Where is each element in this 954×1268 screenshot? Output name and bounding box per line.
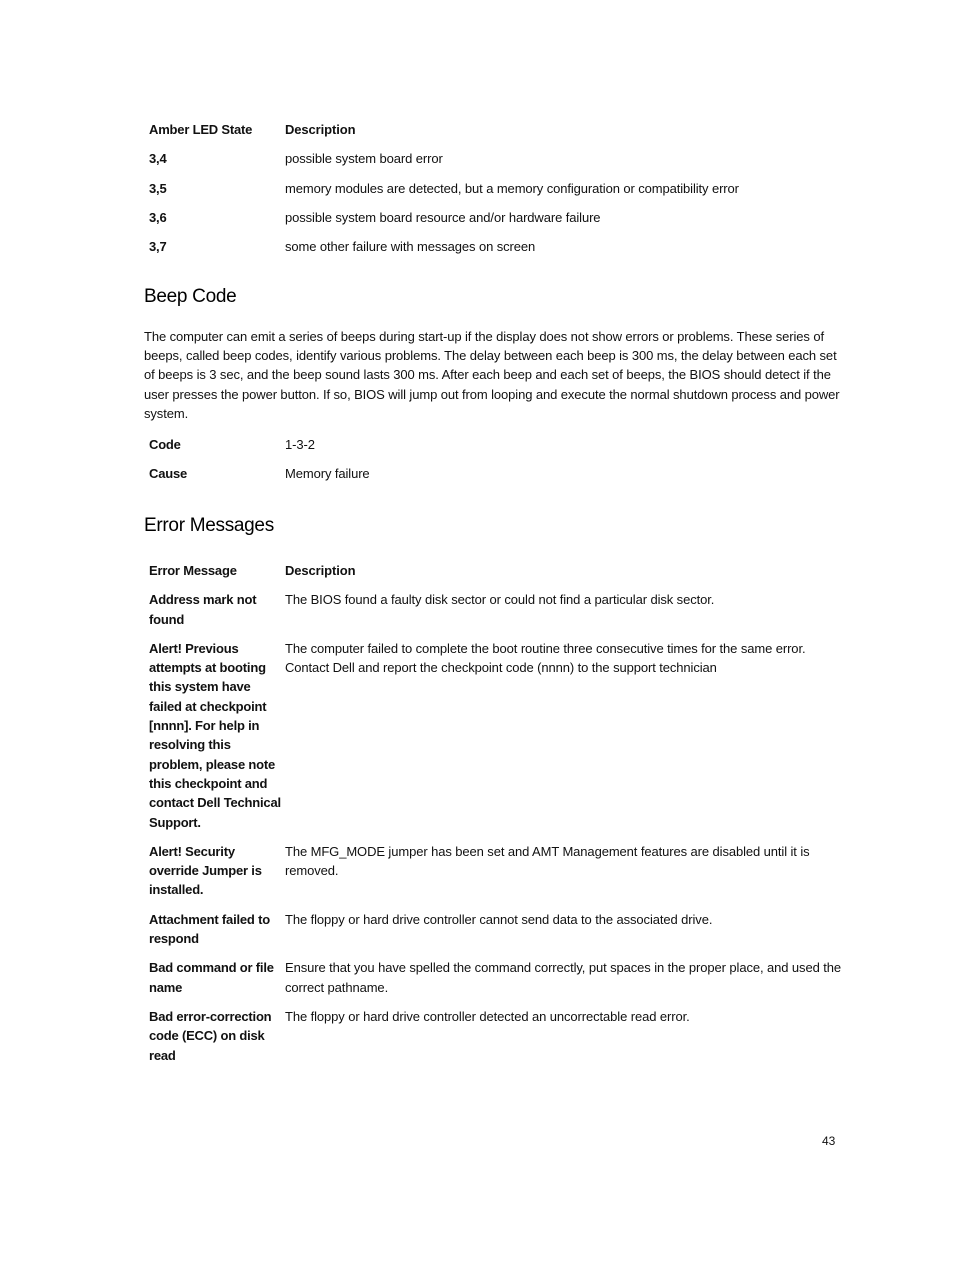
error-description-cell: The MFG_MODE jumper has been set and AMT Management features are disabled until it is removed.: [285, 843, 810, 879]
error-description-cell: The floppy or hard drive controller detected an uncorrectable read error.: [285, 1008, 690, 1024]
page-number: 43: [822, 1134, 836, 1148]
beep-code-heading: Beep Code: [144, 286, 237, 307]
table-row: [144, 1007, 845, 1075]
column-header-error-message: Error Message: [149, 563, 237, 578]
beep-value-cell: Memory failure: [285, 466, 370, 482]
column-header-description: Description: [285, 563, 356, 578]
led-state-cell: 3,5: [149, 180, 167, 196]
error-message-cell: Bad error-correction code (ECC) on disk read: [149, 1008, 272, 1063]
error-message-cell: Address mark not found: [149, 592, 257, 627]
error-messages-heading: Error Messages: [144, 515, 274, 536]
table-row: [144, 208, 845, 237]
table-row: [144, 435, 845, 464]
error-message-cell: Bad command or file name: [149, 960, 274, 995]
table-row: [144, 179, 845, 208]
table-row: [144, 237, 845, 266]
beep-label-cell: Code: [149, 437, 181, 452]
table-row: [144, 958, 845, 1007]
table-row: [144, 639, 845, 842]
led-state-cell: 3,7: [149, 239, 167, 255]
led-description-cell: some other failure with messages on screen: [285, 239, 536, 255]
error-messages-table: [144, 561, 845, 1075]
beep-label-cell: Cause: [149, 466, 188, 482]
error-description-cell: The floppy or hard drive controller cannot send data to the associated drive.: [285, 911, 713, 927]
error-description-cell: The BIOS found a faulty disk sector or could not find a particular disk sector.: [285, 592, 715, 608]
error-message-cell: Alert! Previous attempts at booting this system have failed at checkpoint [nnnn]. For help in resolving this problem, please note this checkpoint and contact Dell Technical Support.: [149, 640, 281, 830]
table-row: [144, 842, 845, 910]
led-description-cell: memory modules are detected, but a memory configuration or compatibility error: [285, 180, 739, 196]
error-description-cell: The computer failed to complete the boot routine three consecutive times for the same error. Contact Dell and report the checkpoint code (nnnn) to the support technician: [285, 640, 806, 676]
beep-code-paragraph: The computer can emit a series of beeps during start-up if the display does not show errors or problems. These series of beeps, called beep codes, identify various problems. The delay between each beep is 300 ms, the delay between each set of beeps is 3 sec, and the beep sound lasts 300 ms. After each beep and each set of beeps, the BIOS should detect if the user presses the power button. If so, BIOS will jump out from looping and execute the normal shutdown process and power system.: [144, 329, 840, 421]
error-message-cell: Attachment failed to respond: [149, 911, 270, 947]
led-description-cell: possible system board resource and/or hardware failure: [285, 209, 601, 225]
table-row: [144, 910, 845, 959]
beep-code-table: [144, 435, 845, 494]
error-description-cell: Ensure that you have spelled the command correctly, put spaces in the proper place, and used the correct pathname.: [285, 960, 841, 995]
beep-value-cell: 1-3-2: [285, 437, 315, 452]
column-header-description: Description: [285, 122, 356, 137]
table-row: [144, 149, 845, 178]
column-header-state: Amber LED State: [149, 122, 253, 137]
led-state-cell: 3,4: [149, 151, 167, 167]
table-header-row: [144, 561, 845, 590]
table-row: [144, 590, 845, 639]
error-message-cell: Alert! Security override Jumper is installed.: [149, 843, 262, 898]
led-state-cell: 3,6: [149, 209, 167, 225]
led-description-cell: possible system board error: [285, 151, 443, 167]
table-header-row: [144, 120, 845, 149]
amber-led-table: [144, 120, 845, 266]
table-row: [144, 464, 845, 493]
